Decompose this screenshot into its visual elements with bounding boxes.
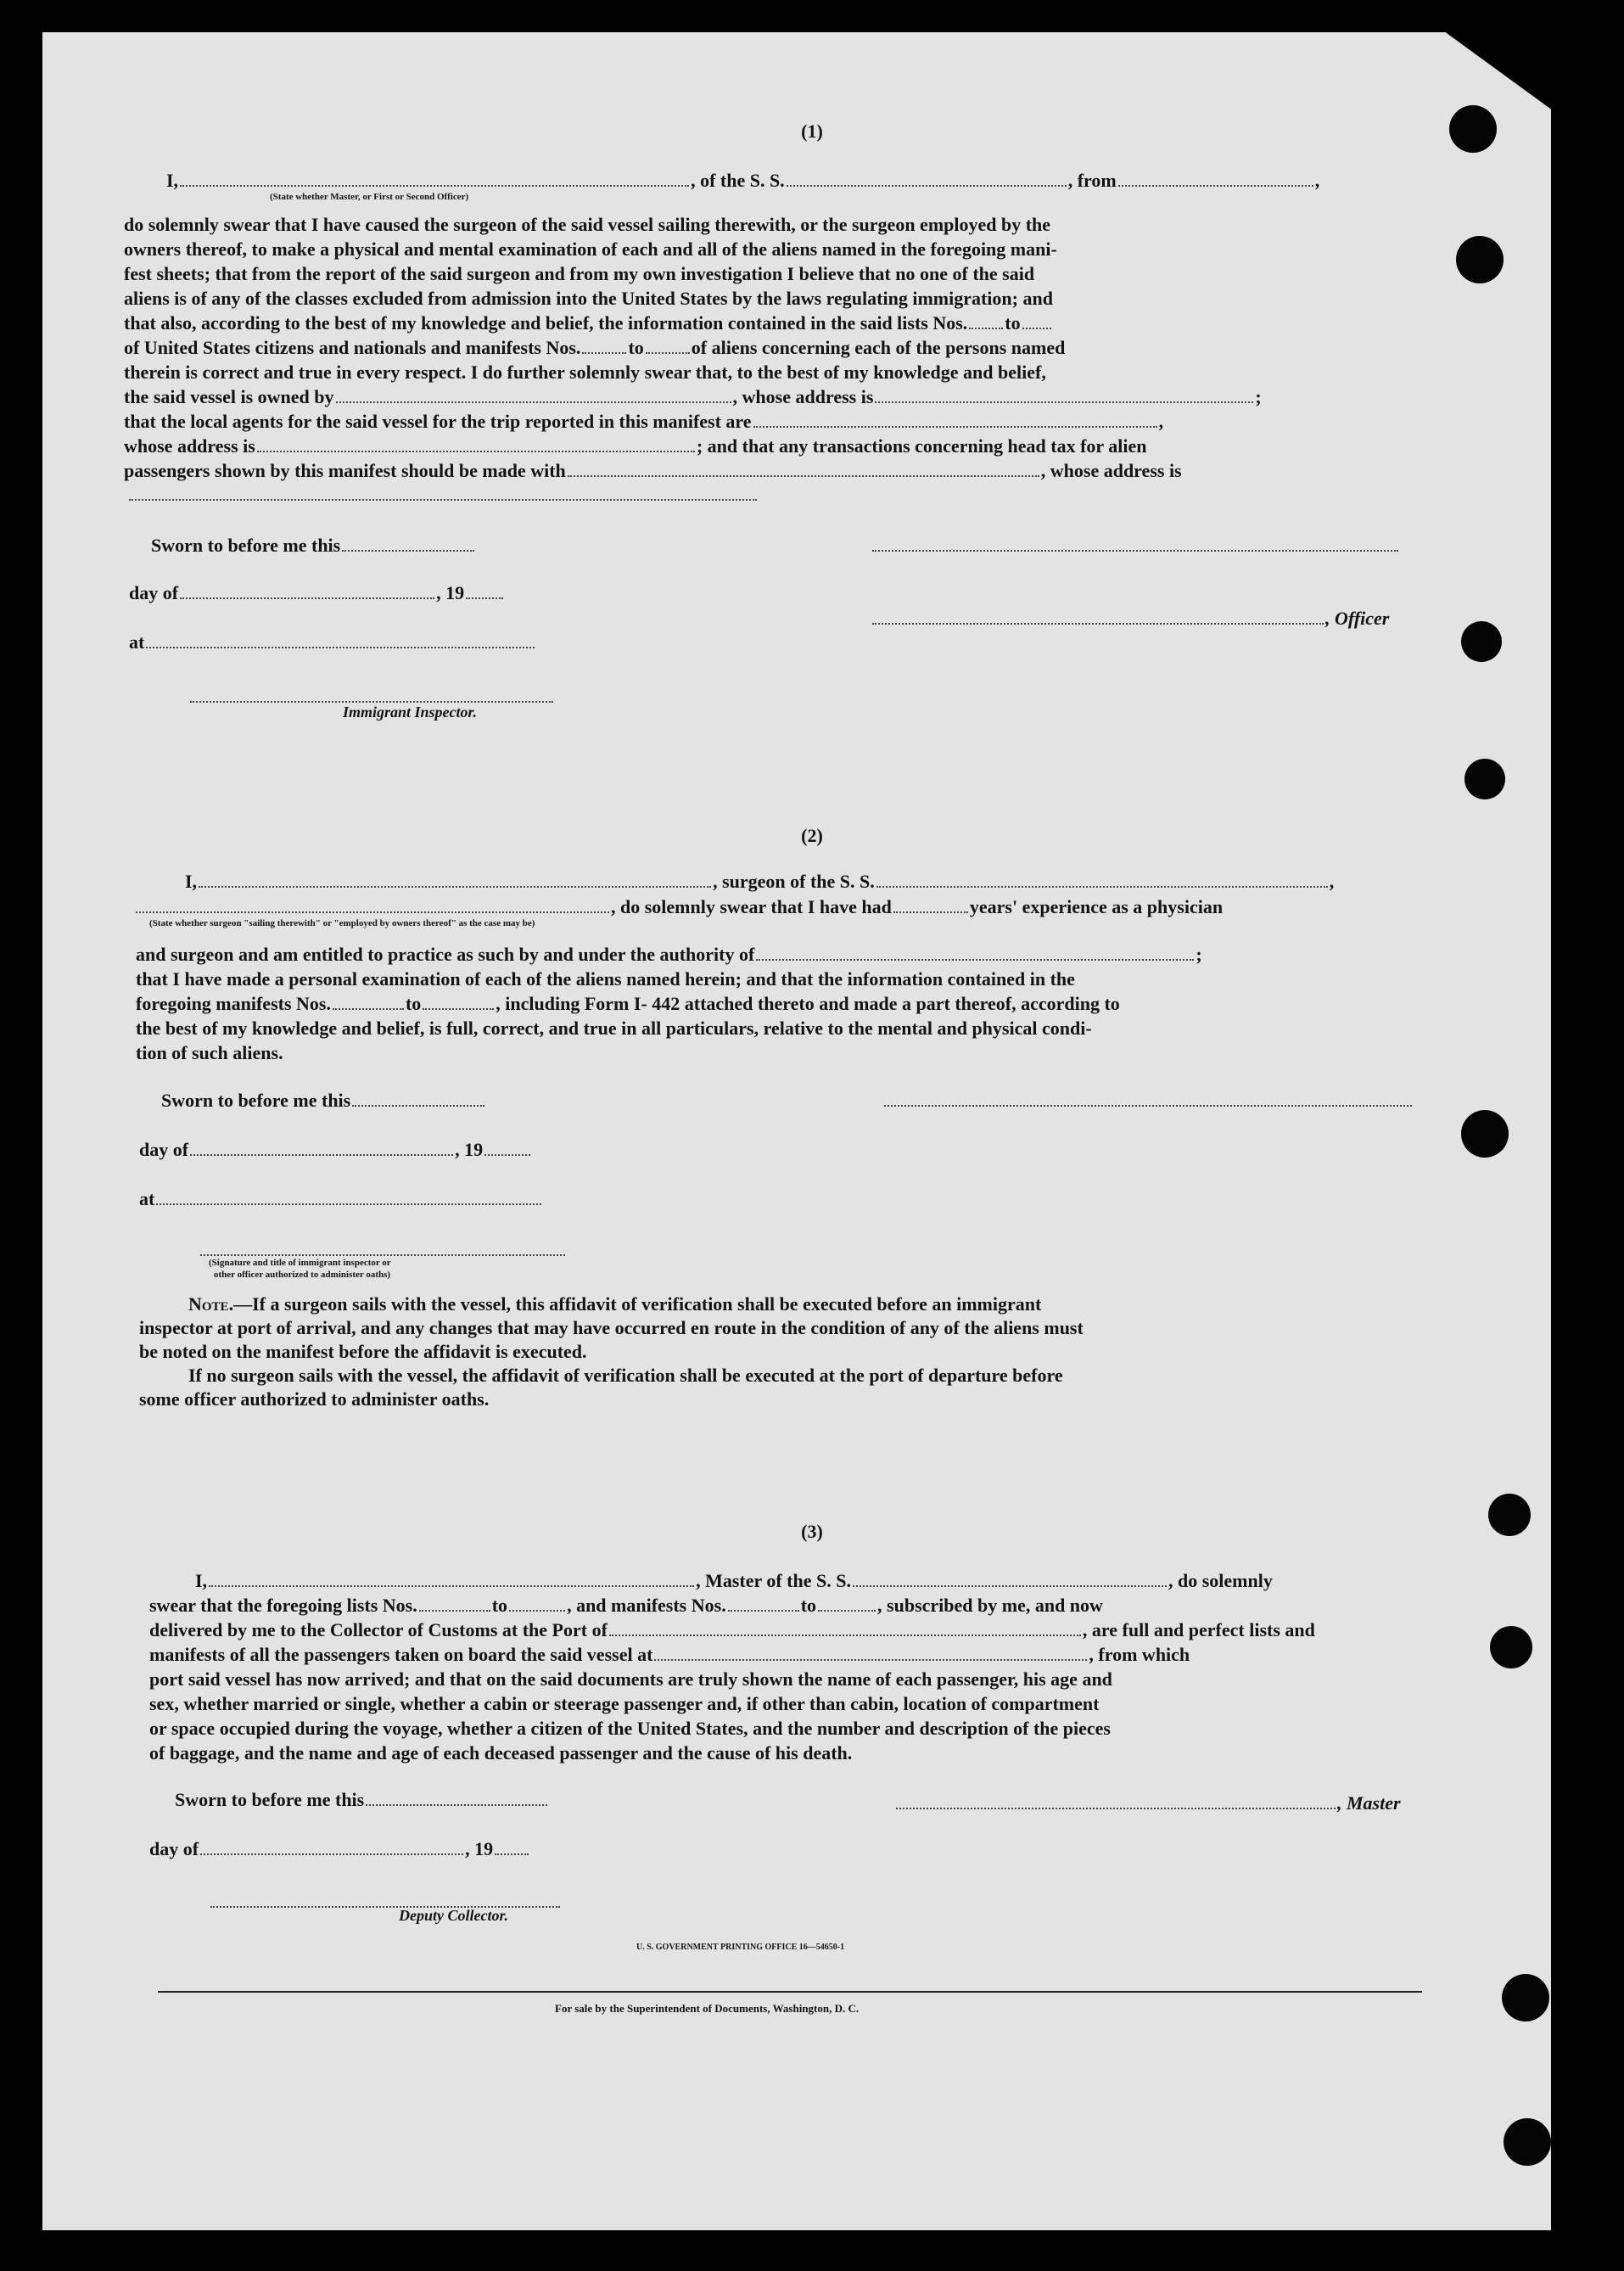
form-text: of aliens concerning each of the persons named [691, 337, 1066, 358]
paragraph-line: fest sheets; that from the report of the said surgeon and from my own investigation I believe that no one of the said [124, 263, 1035, 284]
blank-field[interactable] [180, 185, 689, 187]
section-number: (2) [801, 825, 823, 846]
form-text: manifests of all the passengers taken on board the said vessel at [149, 1644, 653, 1665]
binder-hole [1504, 2118, 1551, 2166]
form-line [195, 1570, 1273, 1592]
blank-field[interactable] [200, 1853, 463, 1855]
blank-field[interactable] [129, 499, 757, 501]
blank-field[interactable] [1022, 328, 1051, 329]
form-text: of United States citizens and nationals and manifests Nos. [124, 337, 581, 358]
form-text: day of [149, 1838, 199, 1859]
binder-hole [1464, 759, 1505, 799]
note-line: be noted on the manifest before the affidavit is executed. [139, 1341, 587, 1362]
signature-title: Deputy Collector. [399, 1907, 508, 1924]
blank-field[interactable] [818, 1610, 876, 1612]
binder-hole [1502, 1974, 1549, 2021]
form-line [149, 1595, 1103, 1617]
form-line [124, 435, 1147, 457]
blank-field[interactable] [853, 1585, 1167, 1587]
blank-field[interactable] [257, 451, 695, 452]
form-text: , of the S. S. [691, 170, 785, 191]
binder-hole [1456, 236, 1504, 283]
section-number: (3) [801, 1521, 823, 1542]
form-text: , [1158, 411, 1164, 432]
form-text: Sworn to before me this [151, 535, 341, 556]
form-text: , from [1067, 170, 1117, 191]
paragraph-line: tion of such aliens. [136, 1042, 283, 1063]
paragraph-line: therein is correct and true in every respect. I do further solemnly swear that, to the best of my knowledge and belief, [124, 362, 1046, 383]
blank-field[interactable] [366, 1804, 547, 1806]
form-text: , and manifests Nos. [567, 1595, 726, 1616]
form-text: , do solemnly swear that I have had [611, 896, 892, 917]
blank-field[interactable] [756, 959, 1194, 961]
blank-field[interactable] [466, 597, 503, 599]
form-text: passengers shown by this manifest should be made with [124, 460, 566, 481]
paragraph-line: the best of my knowledge and belief, is full, correct, and true in all particulars, relative to the mental and physical condi- [136, 1018, 1092, 1039]
blank-field[interactable] [582, 352, 626, 354]
form-text: , [1314, 170, 1320, 191]
blank-field[interactable] [654, 1659, 1087, 1661]
blank-field[interactable] [896, 1808, 1336, 1809]
blank-field[interactable] [199, 886, 711, 888]
form-line [124, 460, 1182, 482]
form-line [166, 170, 1319, 192]
form-text: the said vessel is owned by [124, 386, 334, 407]
form-line [151, 535, 476, 557]
blank-field[interactable] [872, 623, 1324, 625]
blank-field[interactable] [969, 328, 1003, 329]
form-line [129, 631, 536, 653]
form-line [209, 1891, 562, 1913]
binder-hole [1461, 621, 1502, 662]
form-text: to [628, 337, 644, 358]
form-text: to [1005, 312, 1021, 334]
form-text: I, [185, 871, 198, 892]
blank-field[interactable] [876, 886, 1328, 888]
signature-title: Immigrant Inspector. [343, 704, 478, 721]
form-text: to [491, 1595, 508, 1616]
form-text: , 19 [465, 1838, 494, 1859]
blank-field[interactable] [893, 911, 968, 913]
note-line: If no surgeon sails with the vessel, the affidavit of verification shall be executed at the port of departure before [188, 1365, 1063, 1386]
form-line [127, 484, 759, 506]
form-text: , surgeon of the S. S. [713, 871, 875, 892]
signature-hint: other officer authorized to administer oaths) [214, 1270, 391, 1280]
blank-field[interactable] [200, 1254, 565, 1256]
paragraph-line: do solemnly swear that I have caused the surgeon of the said vessel sailing therewith, or the surgeon employed by the [124, 214, 1051, 235]
form-text: , whose address is [1040, 460, 1182, 481]
form-line [871, 535, 1400, 557]
blank-field[interactable] [342, 550, 474, 552]
form-line [124, 337, 1065, 359]
blank-field[interactable] [419, 1610, 490, 1612]
blank-field[interactable] [884, 1105, 1412, 1107]
form-text: , whose address is [732, 386, 874, 407]
form-text: that the local agents for the said vessel for the trip reported in this manifest are [124, 411, 752, 432]
blank-field[interactable] [352, 1105, 484, 1107]
form-text: , do solemnly [1168, 1570, 1273, 1591]
paragraph-line: or space occupied during the voyage, whether a citizen of the United States, and the number and description of the pieces [149, 1718, 1111, 1739]
form-line [175, 1789, 549, 1811]
field-hint: (State whether surgeon "sailing therewith" or "employed by owners thereof" as the case may be) [149, 918, 535, 928]
binder-hole [1461, 1110, 1509, 1158]
form-text: , Master [1337, 1792, 1401, 1814]
form-text: at [139, 1188, 155, 1209]
blank-field[interactable] [146, 647, 535, 648]
form-text: , including Form I- 442 attached thereto and made a part thereof, according to [496, 993, 1120, 1014]
form-text: years' experience as a physician [969, 896, 1224, 917]
footer-rule [158, 1991, 1422, 1993]
paragraph-line: sex, whether married or single, whether a cabin or steerage passenger and, if other than cabin, location of compartment [149, 1693, 1100, 1714]
blank-field[interactable] [495, 1853, 529, 1855]
form-text: delivered by me to the Collector of Customs at the Port of [149, 1619, 608, 1640]
note-line: inspector at port of arrival, and any changes that may have occurred en route in the condition of any of the aliens must [139, 1317, 1084, 1338]
blank-field[interactable] [609, 1635, 1081, 1636]
form-text: , 19 [455, 1139, 484, 1160]
blank-field[interactable] [209, 1585, 694, 1587]
form-text: I, [166, 170, 179, 191]
note-label: Note. [188, 1293, 234, 1315]
form-line [136, 993, 1120, 1015]
form-text: day of [139, 1139, 189, 1160]
form-line [185, 871, 1334, 893]
blank-field[interactable] [568, 475, 1039, 477]
form-line [149, 1644, 1190, 1666]
paragraph-line: aliens is of any of the classes excluded from admission into the United States by the laws regulating immigration; and [124, 288, 1053, 309]
form-text: , Master of the S. S. [696, 1570, 851, 1591]
blank-field[interactable] [728, 1610, 799, 1612]
form-line [894, 1792, 1401, 1814]
form-line [129, 582, 505, 604]
form-line [124, 411, 1163, 433]
form-line [161, 1090, 486, 1112]
form-text: , 19 [436, 582, 465, 603]
form-line [136, 944, 1202, 966]
blank-field[interactable] [872, 550, 1398, 552]
form-text: foregoing manifests Nos. [136, 993, 331, 1014]
signature-hint: (Signature and title of immigrant inspector or [209, 1258, 391, 1268]
blank-field[interactable] [509, 1610, 565, 1612]
form-text: , from which [1089, 1644, 1190, 1665]
form-text: at [129, 631, 145, 653]
form-text: Sworn to before me this [161, 1090, 351, 1111]
form-text: ; [1255, 386, 1262, 407]
form-text: to [405, 993, 422, 1014]
printer-imprint: U. S. GOVERNMENT PRINTING OFFICE 16—54650-1 [636, 1943, 845, 1952]
form-text: ; and that any transactions concerning head tax for alien [696, 435, 1147, 457]
form-text: to [800, 1595, 817, 1616]
blank-field[interactable] [753, 426, 1157, 428]
form-line [871, 608, 1389, 630]
blank-field[interactable] [875, 401, 1253, 403]
field-hint: (State whether Master, or First or Second Officer) [270, 192, 469, 202]
paragraph-line: port said vessel has now arrived; and that on the said documents are truly shown the name of each passenger, his age and [149, 1668, 1112, 1690]
blank-field[interactable] [156, 1203, 541, 1205]
paragraph-line: owners thereof, to make a physical and mental examination of each and all of the aliens named in the foregoing mani- [124, 238, 1057, 260]
sale-notice: For sale by the Superintendent of Documents, Washington, D. C. [555, 2002, 860, 2015]
blank-field[interactable] [333, 1008, 404, 1010]
form-line [139, 1139, 532, 1161]
form-text: Sworn to before me this [175, 1789, 365, 1810]
form-text: , subscribed by me, and now [877, 1595, 1103, 1616]
form-text: ; [1196, 944, 1202, 965]
note-line [188, 1293, 1041, 1315]
binder-hole [1490, 1626, 1532, 1668]
blank-field[interactable] [190, 1154, 453, 1156]
form-text: that also, according to the best of my knowledge and belief, the information contained in the said lists Nos. [124, 312, 968, 334]
form-line [139, 1188, 543, 1210]
form-text: , Officer [1325, 608, 1390, 629]
form-line [124, 386, 1262, 408]
blank-field[interactable] [787, 185, 1067, 187]
form-line [882, 1090, 1414, 1112]
form-text: , [1329, 871, 1335, 892]
form-line [124, 312, 1053, 334]
note-line: some officer authorized to administer oaths. [139, 1388, 490, 1410]
form-text: , are full and perfect lists and [1082, 1619, 1315, 1640]
blank-field[interactable] [423, 1008, 494, 1010]
paragraph-line: that I have made a personal examination of each of the aliens named herein; and that the information contained in the [136, 968, 1075, 990]
form-line [149, 1838, 530, 1860]
paragraph-line: of baggage, and the name and age of each deceased passenger and the cause of his death. [149, 1742, 853, 1764]
section-number: (1) [801, 121, 823, 142]
form-text: day of [129, 582, 179, 603]
blank-field[interactable] [136, 911, 609, 913]
form-text: swear that the foregoing lists Nos. [149, 1595, 417, 1616]
form-text: whose address is [124, 435, 255, 457]
form-text: I, [195, 1570, 208, 1591]
blank-field[interactable] [484, 1154, 530, 1156]
form-line [149, 1619, 1315, 1641]
note-text: —If a surgeon sails with the vessel, this affidavit of verification shall be executed before an immigrant [233, 1293, 1042, 1315]
form-line [134, 896, 1223, 918]
blank-field[interactable] [336, 401, 731, 403]
blank-field[interactable] [180, 597, 434, 599]
form-text: and surgeon and am entitled to practice as such by and under the authority of [136, 944, 755, 965]
blank-field[interactable] [646, 352, 690, 354]
blank-field[interactable] [1118, 185, 1313, 187]
